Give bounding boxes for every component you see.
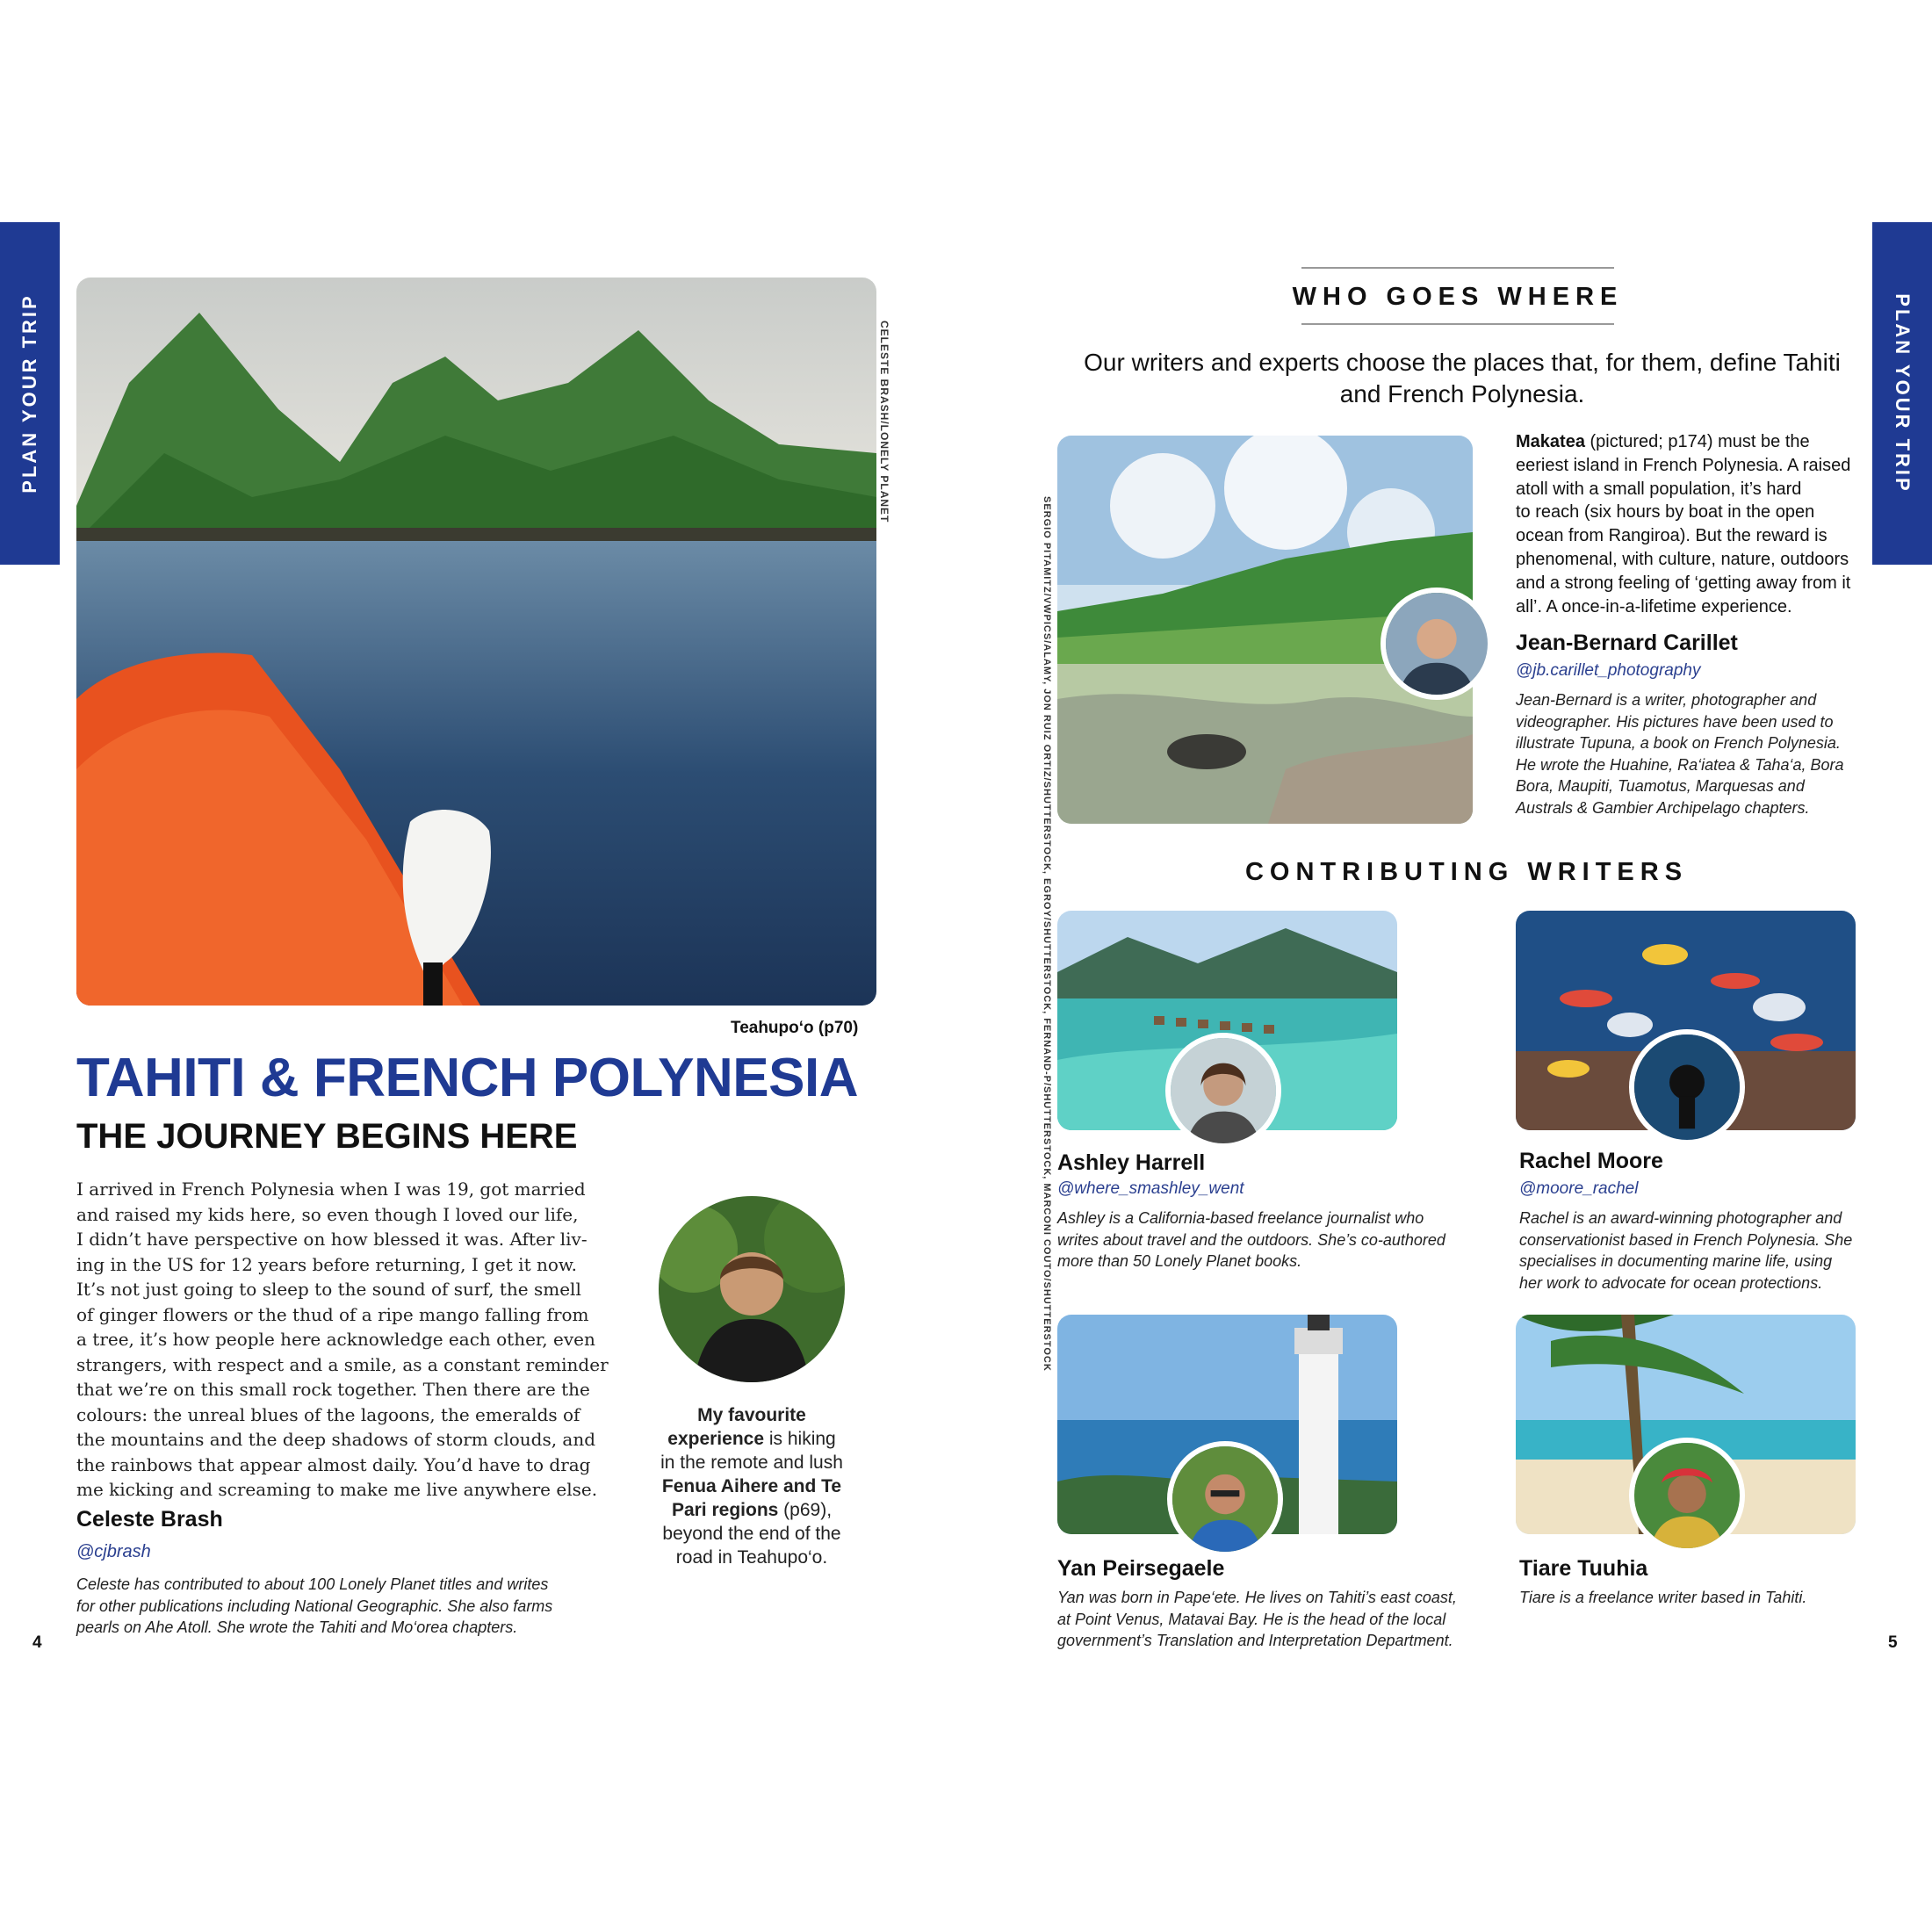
favourite-bold: Fenua Aihere and Te: [661, 1476, 842, 1496]
section-tab-right: [1872, 222, 1932, 565]
page-title: TAHITI & FRENCH POLYNESIA: [76, 1048, 859, 1108]
featured-writer-handle[interactable]: @jb.carillet_photography: [1516, 661, 1701, 680]
intro-line: strangers, with respect and a smile, as a constant reminder: [76, 1353, 609, 1375]
intro-line: Our writers and experts choose the places that, for them, define Tahiti: [1084, 349, 1841, 376]
bio-line: Bora, Maupiti, Tuamotus, Marquesas and: [1516, 777, 1805, 795]
favourite-bold: experience: [667, 1429, 765, 1449]
author-bio: [76, 1574, 621, 1639]
favourite-text: beyond the end of the: [662, 1524, 841, 1544]
bio-line: at Point Venus, Matavai Bay. He is the head of the local: [1057, 1610, 1446, 1628]
hero-photo-credit: CELESTE BRASH/LONELY PLANET: [878, 321, 890, 523]
avatar-jean-bernard: [1381, 588, 1493, 700]
contributors-title: CONTRIBUTING WRITERS: [1244, 858, 1689, 886]
contributor-name: Yan Peirsegaele: [1057, 1556, 1225, 1581]
intro-line: and French Polynesia.: [1339, 380, 1585, 407]
hero-photo-kayak: [76, 278, 876, 1006]
bio-line: her work to advocate for ocean protections.: [1519, 1273, 1823, 1292]
featured-writer-bio: [1516, 689, 1867, 818]
bio-line: conservationist based in French Polynesia. She: [1519, 1230, 1853, 1249]
bio-line: for other publications including National Geographic. She also farms: [76, 1597, 553, 1615]
bio-line: Tiare is a freelance writer based in Tahiti.: [1519, 1589, 1807, 1606]
favourite-text: is hiking: [764, 1429, 836, 1449]
bio-line: videographer. His pictures have been used to: [1516, 712, 1834, 731]
bio-line: writes about travel and the outdoors. She’s co-authored: [1057, 1230, 1445, 1249]
bio-line: He wrote the Huahine, Ra‘iatea & Taha‘a, Bora: [1516, 755, 1844, 774]
avatar-ashley: [1165, 1033, 1281, 1149]
desc-line: all’. A once-in-a-lifetime experience.: [1516, 596, 1792, 616]
desc-line: atoll with a small population, it’s hard: [1516, 479, 1802, 499]
contributor-name: Ashley Harrell: [1057, 1150, 1206, 1175]
author-handle[interactable]: @cjbrash: [76, 1542, 151, 1561]
avatar-yan: [1167, 1441, 1283, 1557]
page-number-left: 4: [32, 1633, 42, 1652]
intro-line: colours: the unreal blues of the lagoons, the emeralds of: [76, 1403, 580, 1425]
desc-line: and a strong feeling of ‘getting away from it: [1516, 573, 1851, 593]
intro-line: of ginger flowers or the thud of a ripe mango falling from: [76, 1303, 589, 1325]
page-number-right: 5: [1888, 1633, 1898, 1652]
desc-line: ocean from Rangiroa). But the reward is: [1516, 526, 1827, 546]
contributor-bio: [1519, 1587, 1879, 1609]
section-tab-label: PLAN YOUR TRIP: [18, 293, 40, 494]
author-name: Celeste Brash: [76, 1507, 223, 1532]
bio-line: Celeste has contributed to about 100 Lonely Planet titles and writes: [76, 1575, 549, 1593]
intro-line: It’s not just going to sleep to the sound of surf, the smell: [76, 1279, 581, 1300]
intro-line: the mountains and the deep shadows of storm clouds, and: [76, 1429, 596, 1450]
intro-line: the rainbows that appear almost daily. You’d have to drag: [76, 1453, 591, 1475]
author-avatar: [659, 1196, 845, 1382]
section-intro: [1045, 347, 1879, 410]
contributor-bio: [1057, 1587, 1514, 1652]
featured-description: [1516, 430, 1867, 618]
contributor-name: Tiare Tuuhia: [1519, 1556, 1648, 1581]
bio-line: specialises in documenting marine life, using: [1519, 1252, 1833, 1270]
avatar-rachel: [1629, 1029, 1745, 1145]
desc-line: phenomenal, with culture, nature, outdoors: [1516, 549, 1849, 569]
favourite-bold: My favourite: [697, 1405, 806, 1425]
intro-line: and raised my kids here, so even though I loved our life,: [76, 1203, 579, 1225]
bio-line: Rachel is an award-winning photographer and: [1519, 1209, 1842, 1227]
intro-line: a tree, it’s how people here acknowledge each other, even: [76, 1329, 595, 1350]
bio-line: Ashley is a California-based freelance journalist who: [1057, 1209, 1424, 1227]
intro-line: I arrived in French Polynesia when I was 19, got married: [76, 1179, 586, 1200]
intro-line: that we’re on this small rock together. Then there are the: [76, 1379, 590, 1400]
bio-line: pearls on Ahe Atoll. She wrote the Tahiti and Mo‘orea chapters.: [76, 1618, 518, 1636]
section-title: WHO GOES WHERE: [1292, 283, 1624, 311]
bio-line: Yan was born in Pape‘ete. He lives on Tahiti’s east coast,: [1057, 1589, 1457, 1606]
intro-paragraph: [76, 1177, 621, 1503]
contributor-bio: [1519, 1208, 1879, 1294]
bio-line: Australs & Gambier Archipelago chapters.: [1516, 798, 1810, 817]
hero-photo-caption: Teahupo‘o (p70): [731, 1019, 859, 1037]
contributor-bio: [1057, 1208, 1496, 1272]
favourite-experience: [652, 1403, 852, 1569]
featured-writer-name: Jean-Bernard Carillet: [1516, 631, 1738, 655]
divider: [1301, 267, 1614, 269]
bio-line: illustrate Tupuna, a book on French Polynesia.: [1516, 734, 1841, 752]
favourite-text: road in Teahupo‘o.: [675, 1547, 828, 1568]
featured-place: Makatea: [1516, 432, 1585, 451]
contributor-name: Rachel Moore: [1519, 1149, 1663, 1173]
section-tab-left: [0, 222, 60, 565]
favourite-bold: Pari regions: [671, 1500, 779, 1520]
contributor-handle[interactable]: @moore_rachel: [1519, 1179, 1639, 1198]
desc-line: eeriest island in French Polynesia. A raised: [1516, 455, 1851, 475]
bio-line: more than 50 Lonely Planet books.: [1057, 1252, 1302, 1270]
divider: [1301, 323, 1614, 325]
bio-line: government’s Translation and Interpretation Department.: [1057, 1632, 1453, 1649]
favourite-text: in the remote and lush: [660, 1453, 843, 1473]
intro-line: ing in the US for 12 years before returning, I get it now.: [76, 1253, 577, 1275]
contributor-handle[interactable]: @where_smashley_went: [1057, 1179, 1244, 1198]
section-tab-label: PLAN YOUR TRIP: [1892, 293, 1914, 494]
featured-note: (pictured; p174) must be the: [1584, 432, 1810, 451]
page-subtitle: THE JOURNEY BEGINS HERE: [76, 1117, 578, 1156]
intro-line: I didn’t have perspective on how blessed it was. After liv-: [76, 1229, 588, 1250]
bio-line: Jean-Bernard is a writer, photographer and: [1516, 691, 1817, 709]
desc-line: to reach (six hours by boat in the open: [1516, 502, 1815, 523]
favourite-text: (p69),: [778, 1500, 833, 1520]
photo-credits: SERGIO PITAMITZ/VWPICS/ALAMY, JON RUIZ ORTIZ/SHUTTERSTOCK, EGROY/SHUTTERSTOCK, FERNAND-P/SHUTTERSTOCK, MARCONI COUTO/SHUTTERSTOCK: [1042, 496, 1052, 1372]
avatar-tiare: [1629, 1438, 1745, 1554]
intro-line: me kicking and screaming to make me live anywhere else.: [76, 1479, 598, 1500]
